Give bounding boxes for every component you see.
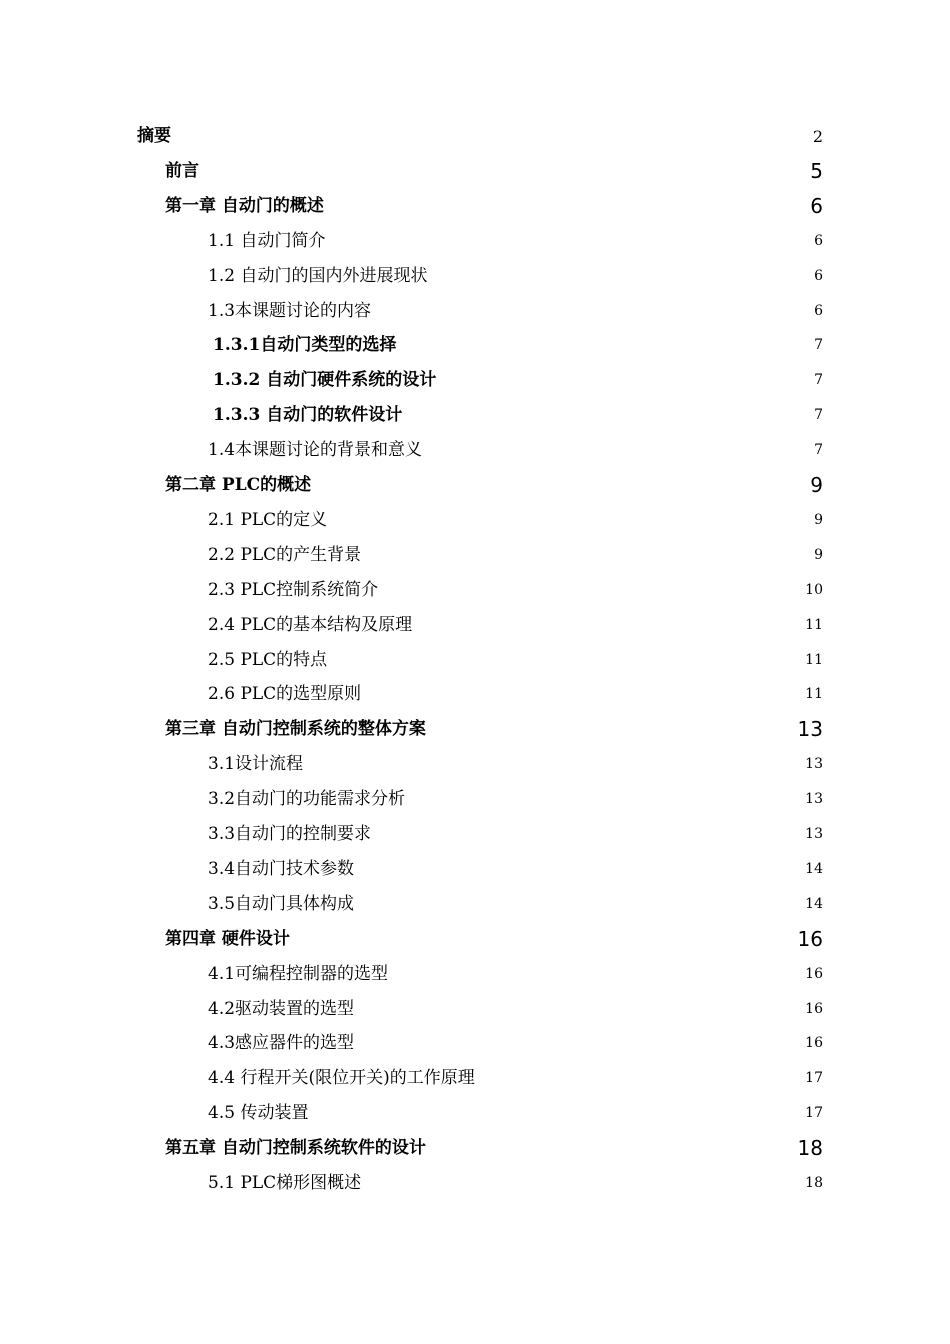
toc-entry-title: 第一章 自动门的概述 [165,195,324,216]
toc-entry-page-number: 5 [810,158,823,183]
toc-entry-title: 3.4自动门技术参数 [208,858,355,879]
toc-entry-title: 4.3感应器件的选型 [208,1033,355,1054]
toc-entry-title: 3.3自动门的控制要求 [208,824,372,844]
toc-entry[interactable] [0,119,950,154]
toc-entry-page-number: 16 [805,965,823,982]
toc-entry-title: 第二章 PLC的概述 [165,475,312,495]
toc-entry[interactable] [0,1166,950,1201]
toc-entry-page-number: 14 [805,860,823,877]
toc-entry-page-number: 16 [797,926,823,951]
toc-entry-title: 4.4 行程开关(限位开关)的工作原理 [208,1068,475,1089]
toc-entry[interactable] [0,747,950,782]
toc-entry-title: 1.3.3 自动门的软件设计 [213,405,403,426]
toc-entry[interactable] [0,189,950,224]
toc-entry-page-number: 16 [805,1000,823,1017]
toc-entry-page-number: 13 [805,826,823,842]
toc-entry-page-number: 17 [805,1070,823,1087]
toc-entry[interactable] [0,154,950,189]
toc-entry-page-number: 6 [814,232,823,249]
toc-entry[interactable] [0,887,950,922]
toc-entry[interactable] [0,643,950,678]
toc-entry-title: 第五章 自动门控制系统软件的设计 [165,1138,426,1159]
toc-entry[interactable] [0,922,950,957]
toc-entry[interactable] [0,992,950,1027]
toc-entry[interactable] [0,677,950,712]
toc-entry[interactable] [0,957,950,992]
toc-entry[interactable] [0,259,950,294]
toc-entry-page-number: 18 [797,1136,823,1161]
toc-entry-title: 1.2 自动门的国内外进展现状 [208,265,428,286]
toc-entry-page-number: 18 [805,1175,823,1191]
toc-entry[interactable] [0,782,950,817]
toc-entry-page-number: 7 [814,337,823,354]
toc-entry-title: 3.1设计流程 [208,754,304,775]
toc-entry[interactable] [0,328,950,363]
toc-entry-title: 2.4 PLC的基本结构及原理 [208,614,413,635]
toc-entry[interactable] [0,1061,950,1096]
toc-entry-title: 2.6 PLC的选型原则 [208,684,362,705]
toc-entry-title: 2.3 PLC控制系统简介 [208,579,379,600]
toc-entry-page-number: 6 [814,302,823,319]
toc-entry-title: 3.2自动门的功能需求分析 [208,789,406,810]
toc-entry-title: 第三章 自动门控制系统的整体方案 [165,719,426,740]
toc-entry[interactable] [0,1026,950,1061]
toc-entry-title: 4.2驱动装置的选型 [208,998,355,1019]
toc-entry-title: 摘要 [137,126,171,146]
toc-entry-title: 2.5 PLC的特点 [208,649,328,670]
toc-entry[interactable] [0,573,950,608]
toc-entry[interactable] [0,398,950,433]
toc-entry-page-number: 13 [805,756,823,773]
toc-entry-page-number: 13 [797,717,823,742]
toc-entry[interactable] [0,1096,950,1131]
toc-entry-title: 1.3.1自动门类型的选择 [213,335,397,356]
toc-entry-page-number: 11 [805,686,823,703]
toc-entry-page-number: 9 [810,473,823,497]
toc-entry-title: 3.5自动门具体构成 [208,893,355,914]
toc-entry[interactable] [0,712,950,747]
toc-entry[interactable] [0,503,950,538]
toc-entry-page-number: 6 [814,267,823,284]
toc-entry-page-number: 14 [805,895,823,912]
toc-entry-title: 2.1 PLC的定义 [208,509,328,530]
toc-entry-title: 1.3本课题讨论的内容 [208,300,372,321]
toc-entry[interactable] [0,433,950,468]
toc-entry-page-number: 6 [810,193,823,218]
toc-entry[interactable] [0,538,950,573]
toc-entry-page-number: 13 [805,791,823,808]
toc-entry[interactable] [0,852,950,887]
toc-entry-title: 1.1 自动门简介 [208,230,326,251]
toc-entry-title: 5.1 PLC梯形图概述 [208,1173,362,1193]
toc-entry[interactable] [0,294,950,329]
toc-entry-page-number: 11 [805,651,823,668]
toc-entry-title: 4.5 传动装置 [208,1103,309,1124]
toc-entry-title: 4.1可编程控制器的选型 [208,963,389,984]
toc-entry[interactable] [0,224,950,259]
toc-entry-page-number: 11 [805,616,823,633]
toc-entry[interactable] [0,608,950,643]
toc-entry-title: 1.4本课题讨论的背景和意义 [208,440,423,461]
toc-entry-page-number: 10 [805,581,823,598]
toc-entry-title: 1.3.2 自动门硬件系统的设计 [213,370,437,391]
toc-entry-page-number: 2 [812,127,823,146]
toc-entry-page-number: 9 [814,511,823,528]
toc-entry-page-number: 16 [805,1035,823,1052]
toc-entry-title: 2.2 PLC的产生背景 [208,544,362,565]
toc-entry-page-number: 17 [805,1105,823,1122]
toc-entry[interactable] [0,363,950,398]
toc-entry[interactable] [0,817,950,852]
toc-entry-page-number: 9 [814,546,823,563]
toc-entry-page-number: 7 [814,442,823,459]
toc-entry-page-number: 7 [814,372,823,389]
toc-entry[interactable] [0,1131,950,1166]
toc-entry-page-number: 7 [814,407,823,424]
toc-entry-title: 第四章 硬件设计 [165,928,290,949]
toc-entry-title: 前言 [165,160,199,181]
toc-entry[interactable] [0,468,950,503]
